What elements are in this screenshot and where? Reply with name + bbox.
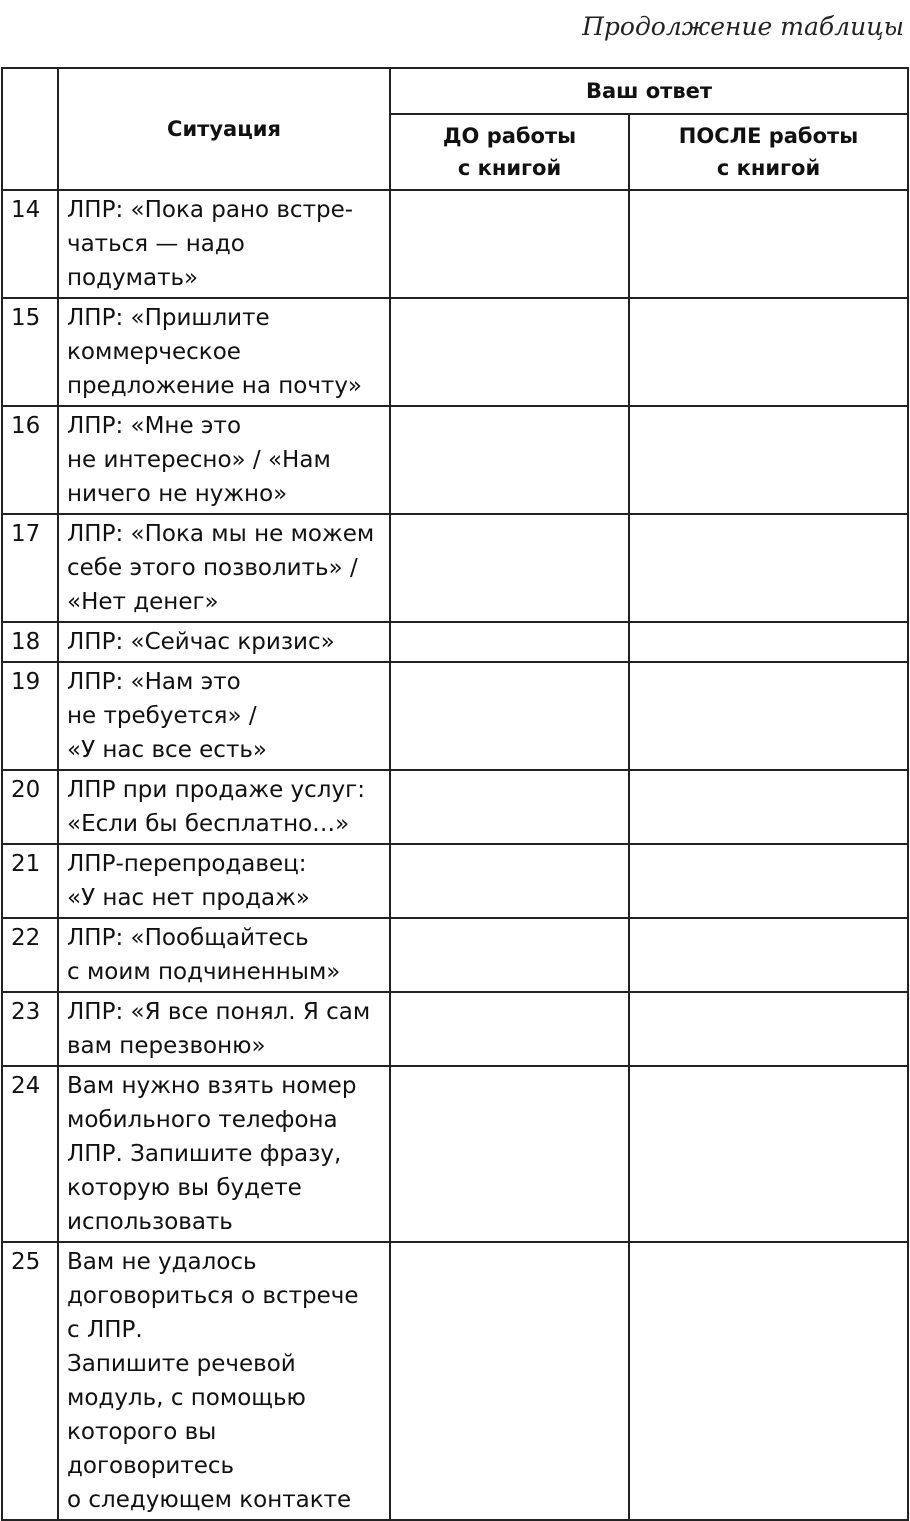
situation-cell: ЛПР: «Пока рано встре- чаться — надо подумать» (58, 190, 390, 298)
before-column-header: ДО работы с книгой (390, 114, 629, 190)
situations-table (1, 67, 909, 1521)
answer-before-cell[interactable] (390, 298, 629, 406)
situation-cell: ЛПР: «Сейчас кризис» (58, 622, 390, 662)
answer-after-cell[interactable] (629, 770, 908, 844)
answer-after-cell[interactable] (629, 298, 908, 406)
answer-after-cell[interactable] (629, 662, 908, 770)
row-number: 14 (2, 190, 58, 298)
answer-before-cell[interactable] (390, 1242, 629, 1520)
answer-before-cell[interactable] (390, 514, 629, 622)
table-row (2, 190, 908, 298)
table-row (2, 844, 908, 918)
situation-cell: ЛПР: «Пока мы не можем себе этого позволить» / «Нет денег» (58, 514, 390, 622)
table-row (2, 662, 908, 770)
answer-before-cell[interactable] (390, 190, 629, 298)
table-row (2, 298, 908, 406)
answer-before-cell[interactable] (390, 918, 629, 992)
table-row (2, 1066, 908, 1242)
table-row (2, 622, 908, 662)
situation-cell: ЛПР: «Мне это не интересно» / «Нам ничего не нужно» (58, 406, 390, 514)
row-number: 25 (2, 1242, 58, 1520)
row-number: 22 (2, 918, 58, 992)
answer-after-cell[interactable] (629, 844, 908, 918)
answer-before-cell[interactable] (390, 844, 629, 918)
answer-after-cell[interactable] (629, 1242, 908, 1520)
table-row (2, 406, 908, 514)
answer-after-cell[interactable] (629, 514, 908, 622)
row-number: 20 (2, 770, 58, 844)
table-header-row (2, 68, 908, 114)
row-number: 21 (2, 844, 58, 918)
answer-before-cell[interactable] (390, 662, 629, 770)
situation-cell: Вам нужно взять номер мобильного телефона ЛПР. Запишите фразу, которую вы будете использовать (58, 1066, 390, 1242)
answer-after-cell[interactable] (629, 918, 908, 992)
after-column-header: ПОСЛЕ работы с книгой (629, 114, 908, 190)
situation-cell: ЛПР при продаже услуг: «Если бы бесплатно…» (58, 770, 390, 844)
answer-before-cell[interactable] (390, 622, 629, 662)
answer-after-cell[interactable] (629, 622, 908, 662)
answer-before-cell[interactable] (390, 1066, 629, 1242)
table-row (2, 514, 908, 622)
row-number: 16 (2, 406, 58, 514)
row-number: 24 (2, 1066, 58, 1242)
situation-cell: ЛПР-перепродавец: «У нас нет продаж» (58, 844, 390, 918)
your-answer-column-header: Ваш ответ (390, 68, 908, 114)
table-continuation-caption: Продолжение таблицы (582, 12, 904, 41)
number-column-header (2, 68, 58, 190)
situation-cell: ЛПР: «Пообщайтесь с моим подчиненным» (58, 918, 390, 992)
answer-before-cell[interactable] (390, 992, 629, 1066)
situation-cell: ЛПР: «Нам это не требуется» / «У нас все есть» (58, 662, 390, 770)
answer-after-cell[interactable] (629, 406, 908, 514)
situation-cell: Вам не удалось договориться о встрече с ЛПР. Запишите речевой модуль, с помощью которого вы договоритесь о следующем контакте (58, 1242, 390, 1520)
table-row (2, 770, 908, 844)
answer-after-cell[interactable] (629, 992, 908, 1066)
row-number: 19 (2, 662, 58, 770)
answer-before-cell[interactable] (390, 770, 629, 844)
answer-after-cell[interactable] (629, 190, 908, 298)
situation-cell: ЛПР: «Пришлите коммерческое предложение на почту» (58, 298, 390, 406)
situation-cell: ЛПР: «Я все понял. Я сам вам перезвоню» (58, 992, 390, 1066)
answer-before-cell[interactable] (390, 406, 629, 514)
answer-after-cell[interactable] (629, 1066, 908, 1242)
table-row (2, 1242, 908, 1520)
row-number: 17 (2, 514, 58, 622)
table-row (2, 992, 908, 1066)
situation-column-header: Ситуация (58, 68, 390, 190)
row-number: 18 (2, 622, 58, 662)
row-number: 15 (2, 298, 58, 406)
table-row (2, 918, 908, 992)
row-number: 23 (2, 992, 58, 1066)
